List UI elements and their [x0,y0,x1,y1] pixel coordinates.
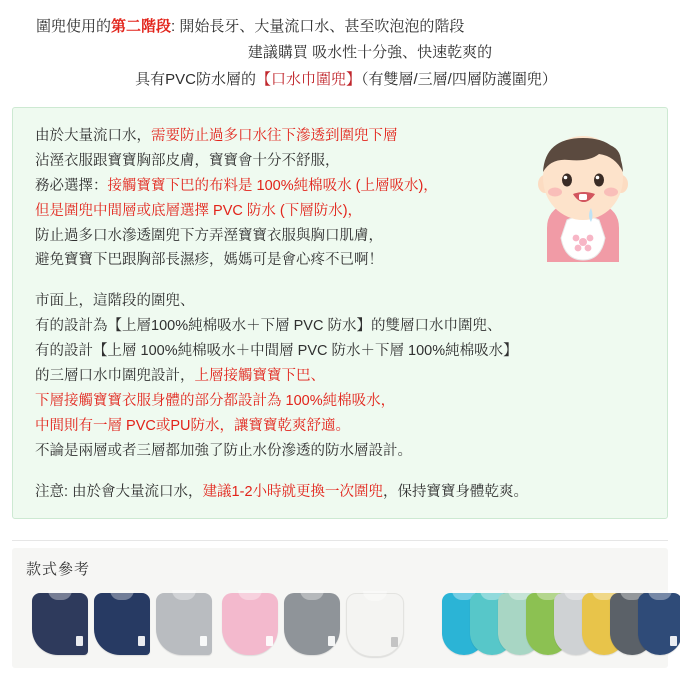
header-line-3 [18,67,662,93]
brand-tag [266,636,273,646]
p1-line-6: 避免寶寶下巴跟胸部長濕疹，媽媽可是會心疼不已啊！ [35,252,383,269]
p1-line-3 [35,174,505,199]
paragraph-1 [35,124,505,274]
p2-line-7: 不論是兩層或者三層都加強了防止水份滲透的防水層設計。 [35,443,412,459]
p2-line-4 [35,364,647,389]
p1-line1-red: 需要防止過多口水往下滲透到圍兜下層 [151,127,398,144]
paragraph-2 [35,289,647,464]
header-block [0,0,680,101]
spacer-2 [35,464,647,480]
p1-line1-black: 由於大量流口水， [35,127,151,144]
p2-line-2: 有的設計為【上層100%純棉吸水＋下層 PVC 防水】的雙層口水巾圍兜、 [35,318,502,335]
header-line1-highlight: 第二階段 [111,18,172,35]
spacer-1 [35,273,647,289]
brand-tag [200,636,207,646]
p2-line4-black: 的三層口水巾圍兜設計， [35,368,195,385]
content-panel [12,107,668,519]
styles-title: 款式參考 [26,561,91,578]
p1-line-1 [35,124,505,149]
p1-line3-black: 務必選擇： [35,177,108,194]
note-red: 建議1-2小時就更換一次圍兜 [202,483,384,500]
p1-line-5: 防止過多口水滲透圍兜下方弄溼寶寶衣服與胸口肌膚， [35,227,383,244]
section-divider [12,540,668,541]
brand-tag [138,636,145,646]
bib-pink[interactable] [222,593,278,655]
header-line1-pre: 圍兜使用的 [36,18,112,35]
bib-bandana-grey-print[interactable] [156,593,212,655]
brand-tag [76,636,83,646]
p2-line-6: 中間則有一層 PVC或PU防水，讓寶寶乾爽舒適。 [35,418,350,435]
bib-gallery [26,585,654,661]
paragraph-note [35,480,647,505]
bib-grey[interactable] [284,593,340,655]
styles-reference-section [12,548,668,668]
bib-bandana-navy-solid[interactable] [94,593,150,655]
p2-line-3: 有的設計【上層 100%純棉吸水＋中間層 PVC 防水＋下層 100%純棉吸水】 [35,343,518,360]
baby-illustration-icon [523,124,643,264]
bib-bandana-navy-print[interactable] [32,593,88,655]
brand-tag [328,636,335,646]
note-line [35,480,647,505]
header-line-1 [18,14,662,40]
p1-line-4: 但是圍兜中間層或底層選擇 PVC 防水 (下層防水)， [35,202,363,219]
header-line-2: 建議購買 吸水性十分強、快速乾爽的 [247,44,493,62]
p2-line-1: 市面上，這階段的圍兜、 [35,293,195,310]
bib-white[interactable] [346,593,404,657]
p1-line3-red: 接觸寶寶下巴的布料是 100%純棉吸水 (上層吸水)， [107,177,438,194]
brand-tag [670,636,677,646]
header-line3-highlight: 【口水巾圍兜】 [255,70,361,88]
bib-navy[interactable] [638,593,680,655]
brand-tag [391,637,398,647]
header-line3-post: （有雙層/三層/四層防護圍兜） [361,70,557,88]
note-black-1: 注意: 由於會大量流口水， [35,483,203,500]
p2-line-5: 下層接觸寶寶衣服身體的部分都設計為 100%純棉吸水， [35,393,396,410]
p1-line-2: 沾溼衣服跟寶寶胸部皮膚，寶寶會十分不舒服， [35,152,340,169]
note-black-2: ，保持寶寶身體乾爽。 [383,483,529,500]
header-line1-post: : 開始長牙、大量流口水、甚至吹泡泡的階段 [171,18,465,35]
p2-line4-red: 上層接觸寶寶下巴、 [194,368,325,385]
header-line3-pre: 具有PVC防水層的 [135,70,256,88]
